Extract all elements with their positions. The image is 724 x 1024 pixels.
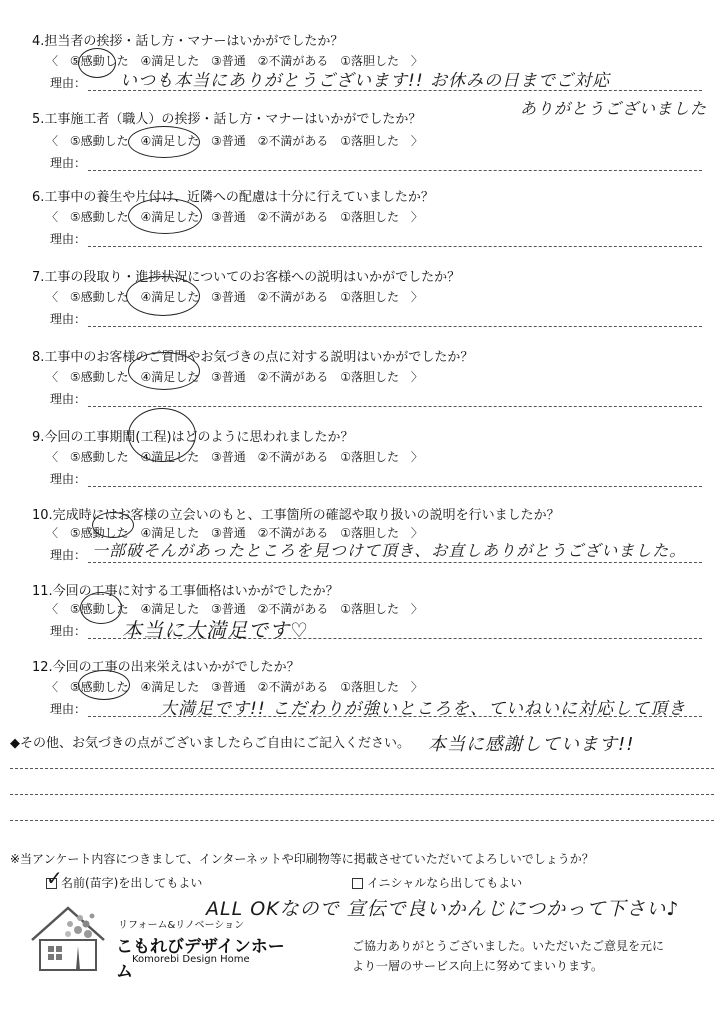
option-2[interactable]: ②不満がある [257,602,329,616]
option-5[interactable]: ⑤感動した [69,680,129,694]
option-2[interactable]: ②不満がある [257,450,329,464]
rating-options [46,368,431,385]
checkbox-icon [352,878,363,889]
option-5[interactable]: ⑤感動した [69,210,129,224]
option-1[interactable]: ①落胆した [340,680,399,694]
option-1[interactable]: ①落胆した [340,210,399,224]
open-bracket: 〈 [46,526,59,540]
option-3[interactable]: ③普通 [211,134,246,148]
reason-line [88,562,702,563]
open-bracket: 〈 [46,602,59,616]
logo-tagline: リフォーム&リノベーション [118,920,245,931]
rating-options [46,208,431,225]
open-bracket: 〈 [46,450,59,464]
option-label: 名前(苗字)を出してもよい [61,876,203,890]
option-2[interactable]: ②不満がある [257,54,329,68]
rating-options [46,448,431,465]
question-text: 7.工事の段取り・進捗状況についてのお客様への説明はいかがでしたか？ [32,270,461,285]
handwritten-reason: 大満足です!! こだわりが強いところを、ていねいに対応して頂き [160,699,687,719]
other-comments-label: ◆その他、お気づきの点がございましたらご自由にご記入ください。 [10,736,410,751]
reason-label: 理由： [50,548,87,562]
option-4[interactable]: ④満足した [140,210,200,224]
question-text: 11.今回の工事に対する工事価格はいかがでしたか？ [32,584,339,599]
open-bracket: 〈 [46,680,59,694]
comment-line [10,794,714,795]
option-3[interactable]: ③普通 [211,680,246,694]
rating-options [46,288,431,305]
selection-circle [126,276,200,316]
close-bracket: 〉 [410,680,423,694]
option-4[interactable]: ④満足した [140,370,200,384]
option-1[interactable]: ①落胆した [340,450,399,464]
rating-options [46,132,431,149]
reason-label: 理由： [50,392,87,406]
option-5[interactable]: ⑤感動した [69,450,129,464]
reason-label: 理由： [50,702,87,716]
reason-label: 理由： [50,472,87,486]
company-logo [28,898,288,982]
question-text: 5.工事施工者（職人）の挨拶・話し方・マナーはいかがでしたか？ [32,112,422,127]
question-text: 9.今回の工事期間(工程)はどのように思われましたか？ [32,430,354,445]
close-bracket: 〉 [410,602,423,616]
thanks-line-2: より一層のサービス向上に努めてまいります。 [352,959,604,973]
option-4[interactable]: ④満足した [140,134,200,148]
reason-line [88,486,702,487]
house-tree-icon [28,900,108,972]
selection-circle [128,408,196,462]
option-2[interactable]: ②不満がある [257,290,329,304]
check-mark-icon: ✓ [46,866,64,890]
option-3[interactable]: ③普通 [211,370,246,384]
option-2[interactable]: ②不満がある [257,134,329,148]
close-bracket: 〉 [410,450,423,464]
option-3[interactable]: ③普通 [211,602,246,616]
option-3[interactable]: ③普通 [211,210,246,224]
consent-question: ※当アンケート内容につきまして、インターネットや印刷物等に掲載させていただいてよろしいでしょうか？ [10,852,594,866]
name-ok-checkbox[interactable] [46,874,202,891]
selection-circle [128,198,202,234]
option-2[interactable]: ②不満がある [257,526,329,540]
handwritten-comment: 本当に感謝しています!! [428,734,635,755]
option-4[interactable]: ④満足した [140,54,200,68]
option-4[interactable]: ④満足した [140,450,200,464]
close-bracket: 〉 [410,134,423,148]
question-text: 8.工事中のお客様のご質問やお気づきの点に対する説明はいかがでしたか？ [32,350,474,365]
option-3[interactable]: ③普通 [211,54,246,68]
open-bracket: 〈 [46,210,59,224]
option-2[interactable]: ②不満がある [257,680,329,694]
reason-label: 理由： [50,232,87,246]
handwritten-consent: ALL OKなので 宣伝で良いかんじにつかって下さい♪ [206,898,680,920]
reason-label: 理由： [50,624,87,638]
reason-label: 理由： [50,156,87,170]
selection-circle [128,352,200,390]
option-2[interactable]: ②不満がある [257,210,329,224]
selection-circle [78,48,116,78]
option-5[interactable]: ⑤感動した [69,134,129,148]
selection-circle [128,126,200,158]
option-5[interactable]: ⑤感動した [69,54,129,68]
handwritten-reason: 一部破そんがあったところを見つけて頂き、お直しありがとうございました。 [92,541,687,560]
close-bracket: 〉 [410,54,423,68]
reason-line [88,170,702,171]
close-bracket: 〉 [410,526,423,540]
question-text: 12.今回の工事の出来栄えはいかがでしたか？ [32,660,300,675]
handwritten-reason-cont: ありがとうございました [520,99,708,118]
logo-name: こもれびデザインホーム [116,937,285,982]
question-text: 6.工事中の養生や片付け、近隣への配慮は十分に行えていましたか？ [32,190,434,205]
option-2[interactable]: ②不満がある [257,370,329,384]
option-1[interactable]: ①落胆した [340,54,399,68]
option-4[interactable]: ④満足した [140,290,200,304]
selection-circle [92,512,134,538]
option-1[interactable]: ①落胆した [340,526,399,540]
comment-line [10,768,714,769]
thanks-message [352,936,712,976]
handwritten-reason: いつも本当にありがとうございます!! お休みの日までご対応 [120,71,611,91]
reason-line [88,406,702,407]
initial-ok-checkbox[interactable] [352,874,522,891]
open-bracket: 〈 [46,370,59,384]
option-3[interactable]: ③普通 [211,450,246,464]
selection-circle [78,670,130,700]
option-4[interactable]: ④満足した [140,680,200,694]
close-bracket: 〉 [410,370,423,384]
logo-name-en: Komorebi Design Home [132,954,250,965]
reason-label: 理由： [50,312,87,326]
option-4[interactable]: ④満足した [140,602,200,616]
question-text: 10.完成時にはお客様の立会いのもと、工事箇所の確認や取り扱いの説明を行いましたか？ [32,508,560,523]
open-bracket: 〈 [46,290,59,304]
open-bracket: 〈 [46,134,59,148]
option-label: イニシャルなら出してもよい [367,876,523,890]
selection-circle [80,592,122,624]
open-bracket: 〈 [46,54,59,68]
option-1[interactable]: ①落胆した [340,134,399,148]
question-text: 4.担当者の挨拶・話し方・マナーはいかがでしたか？ [32,34,344,49]
close-bracket: 〉 [410,290,423,304]
option-1[interactable]: ①落胆した [340,602,399,616]
option-5[interactable]: ⑤感動した [69,370,129,384]
option-5[interactable]: ⑤感動した [69,526,129,540]
reason-label: 理由： [50,76,87,90]
reason-line [88,326,702,327]
option-3[interactable]: ③普通 [211,526,246,540]
close-bracket: 〉 [410,210,423,224]
option-5[interactable]: ⑤感動した [69,290,129,304]
comment-line [10,820,714,821]
thanks-line-1: ご協力ありがとうございました。いただいたご意見を元に [352,939,665,953]
option-1[interactable]: ①落胆した [340,370,399,384]
handwritten-reason: 本当に大満足です♡ [122,618,309,642]
option-5[interactable]: ⑤感動した [69,602,129,616]
option-1[interactable]: ①落胆した [340,290,399,304]
reason-line [88,246,702,247]
option-3[interactable]: ③普通 [211,290,246,304]
option-4[interactable]: ④満足した [140,526,200,540]
